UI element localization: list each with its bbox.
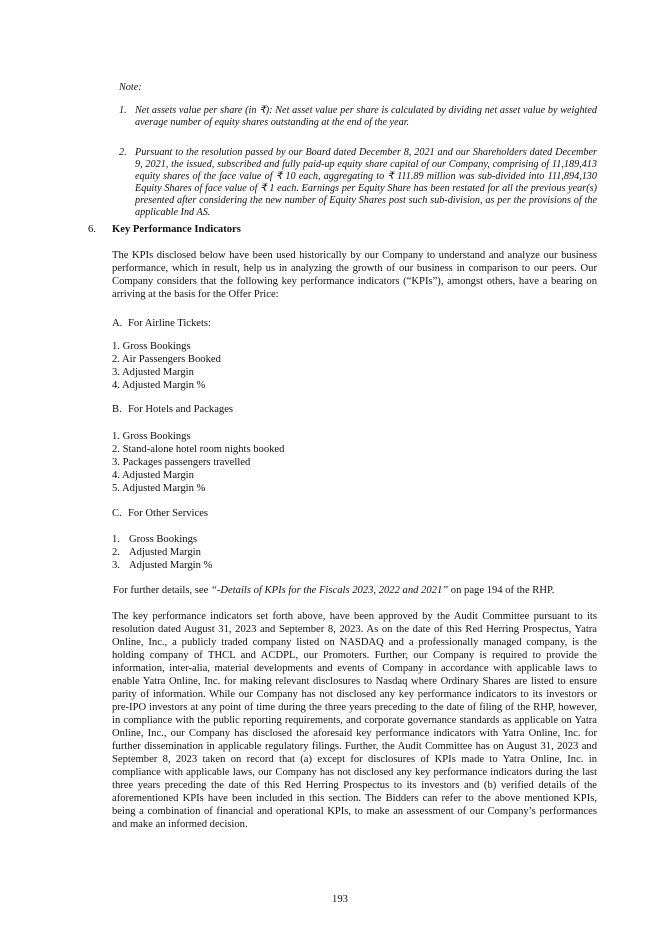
list-item-number: 2. — [112, 547, 120, 558]
further-details-suffix: on page 194 of the RHP. — [448, 585, 555, 596]
list-item — [112, 546, 212, 559]
note-label: Note: — [119, 82, 142, 93]
list-item: 2. Stand-alone hotel room nights booked — [112, 444, 285, 455]
kpi-list-other — [112, 533, 212, 572]
list-item: 3. Packages passengers travelled — [112, 457, 251, 468]
list-item: 1. Gross Bookings — [112, 431, 191, 442]
list-item: 4. Adjusted Margin % — [112, 380, 206, 391]
kpi-list-hotels — [112, 430, 284, 495]
note-item-text: Pursuant to the resolution passed by our Board dated December 8, 2021 and our Shareholders dated December 9, 2021, the issued, subscribed and fully paid-up equity share capital of our Company, comprising of 11,189,413 equity shares of the face value of ₹ 10 each, aggregating to ₹ 111.89 million was sub-divided into 111,894,130 Equity Shares of face value of ₹ 1 each. Earnings per Equity Share has been restated for all the previous year(s) presented after considering the new number of Equity Shares post such sub-division, as per the provisions of the applicable Ind AS. — [135, 147, 597, 219]
list-item: 2. Air Passengers Booked — [112, 354, 221, 365]
list-item — [112, 533, 212, 546]
list-item-number: 3. — [112, 560, 120, 571]
note-item-text: Net assets value per share (in ₹): Net asset value per share is calculated by dividing net asset value by weighted average number of equity shares outstanding at the end of the year. — [135, 105, 597, 129]
note-item — [119, 105, 597, 129]
note-item — [119, 147, 597, 220]
list-item-text: Adjusted Margin — [129, 547, 201, 558]
note-item-number: 2. — [119, 147, 127, 158]
further-details-line — [113, 585, 554, 596]
category-letter: A. — [112, 318, 123, 329]
page-number: 193 — [332, 894, 348, 905]
category-letter: C. — [112, 508, 122, 519]
category-title: For Hotels and Packages — [128, 404, 234, 415]
body-paragraph: The key performance indicators set forth above, have been approved by the Audit Committee pursuant to its resolution dated August 31, 2023 and September 8, 2023. As on the date of this Red Herring Prospectus, Yatra Online, Inc., a publicly traded company listed on NASDAQ and a professionally managed company, is the holding company of THCL and ACDPL, our Promoters. Further, our Company is required to provide the information, inter-alia, material developments and events of Company in accordance with applicable laws to enable Yatra Online, Inc. for making relevant disclosures to Nasdaq where Ordinary Shares are listed to ensure parity of information. While our Company has not disclosed any key performance indicators to its investors or pre-IPO investors at any point of time during the three years preceding to the date of filing of the RHP, however, in compliance with the public reporting requirements, and corporate governance standards as applicable on Yatra Online, Inc., our Company has disclosed the aforesaid key performance indicators with Yatra Online, Inc. for further dissemination in applicable regulatory filings. Further, the Audit Committee has on August 31, 2023 and September 8, 2023 taken on record that (a) except for disclosures of KPIs made to Yatra Online, Inc. in compliance with applicable laws, our Company has not disclosed any key performance indicators during the last three years preceding the date of this Red Herring Prospectus to its investors and (b) verified details of the aforementioned KPIs have been included in this section. The Bidders can refer to the above mentioned KPIs, being a combination of financial and operational KPIs, to make an assessment of our Company’s performances and make an informed decision. — [112, 611, 597, 830]
list-item: 3. Adjusted Margin — [112, 367, 194, 378]
further-details-reference: “-Details of KPIs for the Fiscals 2023, 2022 and 2021” — [210, 585, 449, 596]
section-number: 6. — [88, 224, 96, 235]
category-title: For Airline Tickets: — [128, 318, 211, 329]
intro-paragraph: The KPIs disclosed below have been used historically by our Company to understand and analyze our business performance, which in result, help us in analyzing the growth of our business in comparison to our peers. Our Company considers that the following key performance indicators (“KPIs”), amongst others, have a bearing on arriving at the basis for the Offer Price: — [112, 250, 597, 300]
list-item-text: Adjusted Margin % — [129, 560, 213, 571]
category-heading — [112, 318, 211, 329]
list-item — [112, 559, 212, 572]
list-item-number: 1. — [112, 534, 120, 545]
list-item: 1. Gross Bookings — [112, 341, 191, 352]
list-item: 5. Adjusted Margin % — [112, 483, 206, 494]
category-heading — [112, 404, 233, 415]
category-title: For Other Services — [128, 508, 209, 519]
further-details-prefix: For further details, see — [113, 585, 211, 596]
kpi-list-airline — [112, 340, 221, 392]
list-item: 4. Adjusted Margin — [112, 470, 194, 481]
section-title: Key Performance Indicators — [112, 224, 241, 235]
note-item-number: 1. — [119, 105, 127, 116]
category-letter: B. — [112, 404, 122, 415]
list-item-text: Gross Bookings — [129, 534, 197, 545]
category-heading — [112, 508, 208, 519]
